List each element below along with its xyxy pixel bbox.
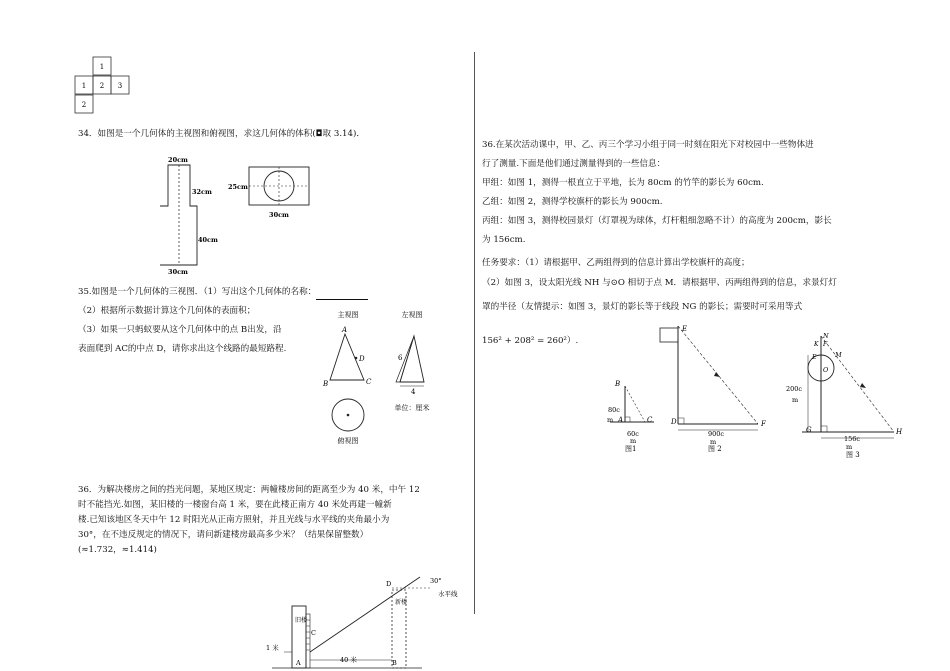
q36b-line8: （2）如图 3，设太阳光线 NH 与⊙O 相切于点 M．请根据甲、丙两组得到的信息，求景灯灯 — [482, 278, 837, 288]
q36b-fig2-width-unit: m — [710, 438, 717, 446]
q36b-fig3-height-unit: m — [792, 396, 799, 404]
q36b-fig2-F: F — [761, 420, 766, 428]
q36b-line1: 36.在某次活动课中，甲、乙、丙三个学习小组于同一时刻在阳光下对校园中一些物体进 — [482, 140, 814, 150]
q36b-fig1-width-unit: m — [630, 437, 637, 445]
q35-label-B: B — [323, 380, 329, 388]
q35-label-4: 4 — [411, 388, 416, 396]
q34-front-view — [160, 156, 230, 276]
q36a-line4: 30°，在不违反规定的情况下，请问新建楼房最高多少米？（结果保留整数） — [78, 530, 369, 540]
q36b-line5: 丙组：如图 3，测得校园景灯（灯罩视为球体，灯杆粗细忽略不计）的高度为 200cm，影长 — [482, 216, 832, 226]
q36a-forty-meter-label: 40 米 — [340, 656, 357, 664]
q36a-horizontal-label: 水平线 — [438, 590, 458, 598]
q36b-line4: 乙组：如图 2，测得学校旗杆的影长为 900cm. — [482, 197, 663, 207]
q34-top-view — [228, 165, 312, 220]
q34-plan-height: 25cm — [228, 183, 248, 191]
q34-plan-width: 30cm — [269, 211, 289, 219]
q35-line4: 表面爬到 AC的中点 D，请你求出这个线路的最短路程. — [78, 344, 287, 354]
q36b-line10: 156² + 208² = 260²）. — [482, 336, 579, 346]
q36b-fig3-H: H — [896, 428, 903, 436]
q34-lower-height: 40cm — [198, 236, 218, 244]
q34-text: 34．如图是一个几何体的主视图和俯视图，求这几何体的体积(◘取 3.14)． — [78, 129, 365, 139]
q35-label-D: D — [359, 355, 365, 363]
q35-line1: 35.如图是一个几何体的三视图．（1）写出这个几何体的名称： — [78, 285, 368, 300]
q36b-fig3-height: 200c — [786, 385, 803, 393]
q36b-fig1-height-unit: m — [607, 416, 614, 424]
column-divider — [474, 52, 475, 614]
q36b-figure-1 — [600, 374, 662, 456]
net-cell-5: 2 — [81, 101, 87, 109]
q35-top-title: 俯视图 — [337, 437, 359, 445]
q36a-line5: (≈1.732，≈1.414) — [78, 545, 157, 555]
q34-upper-height: 32cm — [192, 188, 212, 196]
net-cell-1: 1 — [99, 63, 105, 71]
q36b-line6: 为 156cm. — [482, 235, 526, 245]
q36b-fig3-M: M — [835, 351, 842, 359]
q36b-fig1-A: A — [618, 416, 624, 424]
q36b-fig3-caption: 图 3 — [846, 451, 860, 459]
net-cell-4: 3 — [117, 82, 123, 90]
q36a-label-D: D — [386, 580, 392, 588]
q35-left-title: 左视图 — [401, 311, 423, 319]
q36b-fig3-F: F — [823, 341, 828, 348]
q34-top-width: 20cm — [168, 156, 188, 164]
q36b-figure-3 — [782, 328, 912, 462]
q36a-one-meter-label: 1 米 — [266, 644, 279, 652]
q35-unit: 单位：厘米 — [394, 404, 430, 412]
q35-line3: （3）如果一只蚂蚁要从这个几何体中的点 B出发，沿 — [78, 325, 282, 335]
q36b-fig1-caption: 图1 — [625, 445, 637, 453]
q36b-fig1-height: 80c — [608, 406, 620, 414]
q36a-label-C: C — [311, 629, 316, 637]
net-cell-2: 1 — [81, 82, 87, 90]
q36b-line3: 甲组：如图 1，测得一根直立于平地，长为 80cm 的竹竿的影长为 60cm. — [482, 178, 764, 188]
q36a-line2: 时不能挡光.如图，某旧楼的一楼窗台高 1 米，要在此楼正南方 40 米处再建一幢新 — [78, 500, 392, 510]
q36b-fig1-B: B — [615, 380, 621, 388]
q36b-fig2-E: E — [682, 325, 688, 333]
q36b-fig3-G: G — [806, 426, 812, 434]
q36a-label-B: B — [392, 659, 397, 667]
q36a-angle-label: 30° — [430, 577, 442, 585]
q35-label-A: A — [342, 326, 348, 334]
q36b-fig1-width: 60c — [627, 430, 639, 438]
q36a-old-building-label: 旧楼 — [295, 617, 308, 624]
q35-label-6: 6 — [398, 354, 403, 362]
q36b-figure-2 — [658, 320, 778, 460]
q35-three-views — [318, 308, 458, 446]
q36a-line3: 楼.已知该地区冬天中午 12 时阳光从正南方照射，并且光线与水平线的夹角最小为 — [78, 515, 390, 525]
net-cell-3: 2 — [99, 82, 105, 90]
q36b-fig3-K: K — [814, 341, 819, 348]
q35-answer-blank — [316, 290, 368, 300]
q36a-label-A: A — [296, 659, 301, 667]
q36a-new-building-label: 新楼 — [395, 599, 408, 606]
q36b-fig2-caption: 图 2 — [708, 445, 722, 453]
q36a-buildings-figure — [262, 574, 472, 671]
q36b-fig2-D: D — [671, 418, 677, 426]
q36b-line2: 行了测量.下面是他们通过测量得到的一些信息： — [482, 159, 666, 169]
q36b-fig3-width-unit: m — [846, 443, 853, 451]
q35-label-C: C — [366, 378, 372, 386]
q36b-fig3-width: 156c — [844, 435, 861, 443]
q36b-fig2-width: 900c — [708, 430, 725, 438]
q34-bottom-width: 30cm — [168, 268, 188, 276]
q36b-fig3-O: O — [823, 366, 829, 374]
q35-line2: （2）根据所示数据计算这个几何体的表面积； — [78, 306, 256, 316]
q35-front-title: 主视图 — [337, 311, 359, 319]
cube-net-figure — [74, 56, 134, 114]
q36b-fig3-N: N — [823, 332, 829, 340]
q36a-line1: 36．为解决楼房之间的挡光问题，某地区规定：两幢楼房间的距离至少为 40 米，中午 12 — [78, 485, 420, 495]
q36b-fig3-E: E — [812, 354, 817, 361]
q36b-line7: 任务要求：（1）请根据甲、乙两组得到的信息计算出学校旗杆的高度； — [482, 258, 750, 268]
q36b-line9: 罩的半径（友情提示：如图 3，景灯的影长等于线段 NG 的影长；需要时可采用等式 — [482, 302, 803, 312]
q36b-fig1-C: C — [647, 416, 653, 424]
